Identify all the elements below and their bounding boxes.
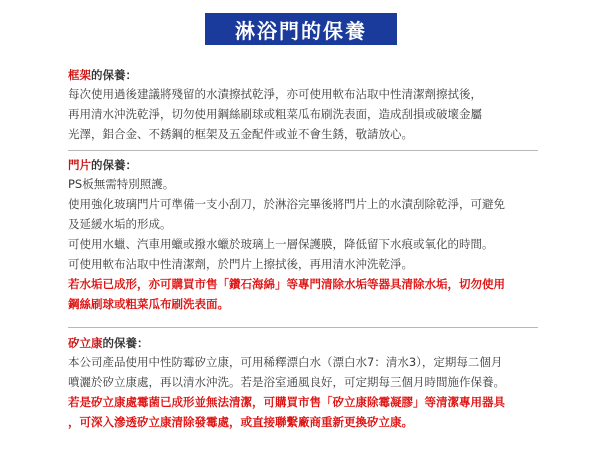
frame-line: 光澤，鋁合金、不銹鋼的框架及五金配件或並不會生銹，敬請放心。 <box>68 127 413 141</box>
silicone-section <box>68 334 538 432</box>
silicone-warning-line: 若是矽立康處霉菌已成形並無法清潔，可購買市售「矽立康除霉凝膠」等清潔專用器具 <box>68 395 505 409</box>
divider <box>68 150 538 151</box>
frame-heading-rest: 的保養： <box>91 68 137 82</box>
door-line: PS板無需特別照護。 <box>68 177 175 191</box>
door-line: 可使用軟布沾取中性清潔劑，於門片上擦拭後，再用清水沖洗乾淨。 <box>68 257 413 271</box>
door-heading-rest: 的保養： <box>91 158 137 172</box>
door-section <box>68 156 538 314</box>
silicone-heading <box>68 334 538 352</box>
silicone-warning-line: ，可深入滲透矽立康清除發霉處，或直接聯繫廠商重新更換矽立康。 <box>68 415 413 429</box>
door-warning-line: 鋼絲刷球或粗菜瓜布刷洗表面。 <box>68 297 229 311</box>
door-line: 可使用水蠟、汽車用蠟或撥水蠟於玻璃上一層保護膜，降低留下水痕或氧化的時間。 <box>68 237 494 251</box>
frame-line: 每次使用過後建議將殘留的水漬擦拭乾淨，亦可使用軟布沾取中性清潔劑擦拭後， <box>68 87 482 101</box>
door-line: 及延緩水垢的形成。 <box>68 217 172 231</box>
silicone-heading-highlight: 矽立康 <box>68 336 103 350</box>
door-heading-highlight: 門片 <box>68 158 91 172</box>
silicone-line: 噴灑於矽立康處，再以清水沖洗。若是浴室通風良好，可定期每三個月時間施作保養。 <box>68 375 505 389</box>
frame-heading <box>68 66 538 84</box>
door-heading <box>68 156 538 174</box>
frame-heading-highlight: 框架 <box>68 68 91 82</box>
silicone-heading-rest: 的保養： <box>102 336 149 350</box>
frame-line: 再用清水沖洗乾淨，切勿使用鋼絲刷球或粗菜瓜布刷洗表面，造成刮損或破壞金屬 <box>68 107 482 121</box>
door-line: 使用強化玻璃門片可準備一支小刮刀，於淋浴完畢後將門片上的水漬刮除乾淨，可避免 <box>68 197 505 211</box>
page-title: 淋浴門的保養 <box>205 13 397 45</box>
divider <box>68 327 538 328</box>
door-warning-line: 若水垢已成形，亦可購買市售「鑽石海綿」等專門清除水垢等器具清除水垢，切勿使用 <box>68 277 505 291</box>
silicone-line: 本公司產品使用中性防霉矽立康，可用稀釋漂白水（漂白水7：清水3），定期每二個月 <box>68 355 503 369</box>
frame-section <box>68 66 538 144</box>
